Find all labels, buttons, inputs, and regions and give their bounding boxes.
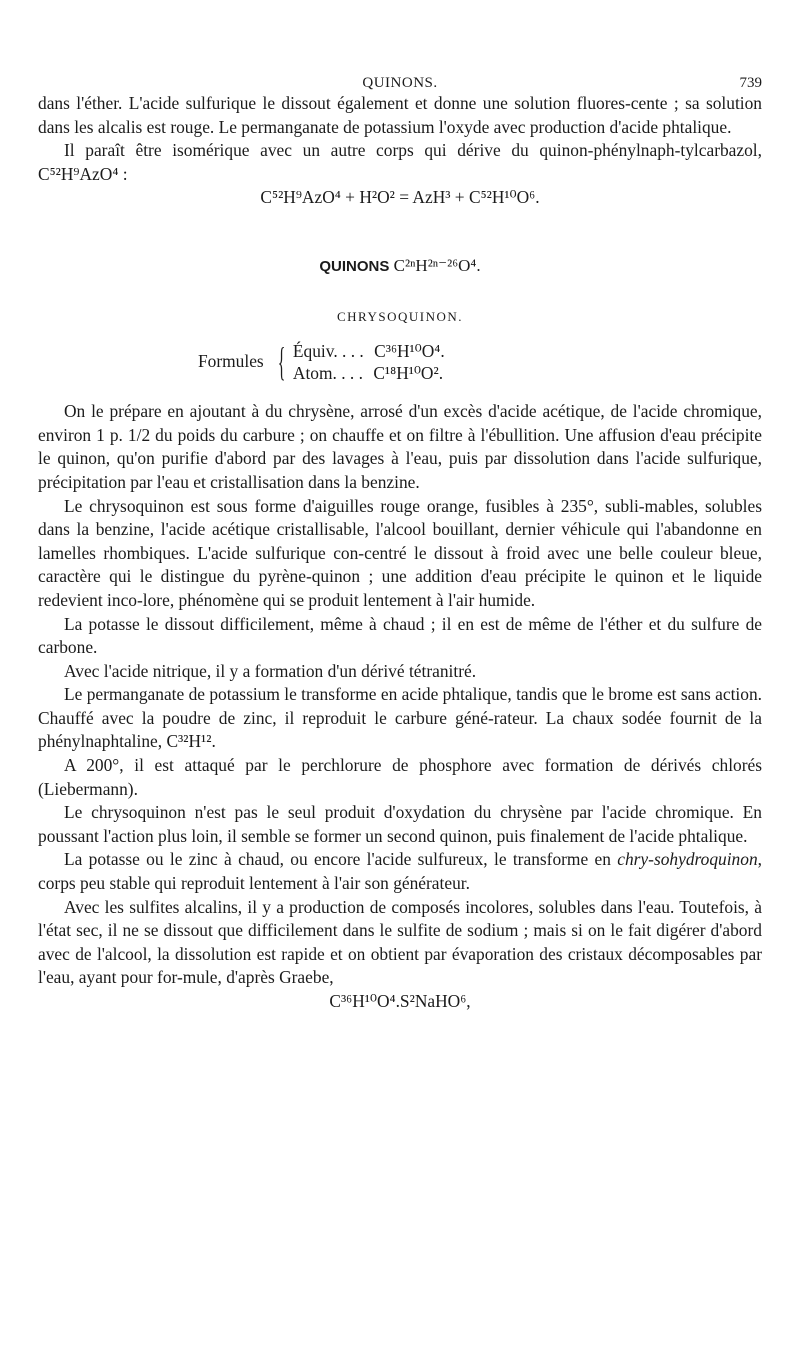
section-title	[38, 254, 762, 279]
paragraph: A 200°, il est attaqué par le perchlorure de phosphore avec formation de dérivés chlorés (Liebermann).	[38, 755, 762, 799]
formula-row-atom	[293, 362, 445, 384]
formula-rows	[293, 340, 445, 384]
paragraph: Le permanganate de potassium le transforme en acide phtalique, tandis que le brome est sans action. Chauffé avec la poudre de zinc, il reproduit le carbure géné-rateur. La chaux sodée fournit de la phénylnaphtaline, C³²H¹².	[38, 684, 762, 752]
chemical-equation: C⁵²H⁹AzO⁴ + H²O² = AzH³ + C⁵²H¹⁰O⁶.	[260, 187, 540, 208]
paragraph: Il paraît être isomérique avec un autre corps qui dérive du quinon-phénylnaph-tylcarbazol, C⁵²H⁹AzO⁴ :	[38, 140, 762, 184]
subsection-title: CHRYSOQUINON.	[336, 308, 464, 324]
paragraph: Avec l'acide nitrique, il y a formation d'un dérivé tétranitré.	[64, 660, 477, 681]
formulas-block	[38, 340, 762, 384]
paragraph: Le chrysoquinon n'est pas le seul produit d'oxydation du chrysène par l'acide chromique. En poussant l'action plus loin, il semble se former un second quinon, puis finalement de l'acide phtalique.	[38, 802, 762, 846]
formula-atom-value: C¹⁸H¹⁰O².	[373, 363, 444, 384]
paragraph: Avec les sulfites alcalins, il y a production de composés incolores, solubles dans l'eau. Toutefois, à l'état sec, il ne se dissout que difficilement dans le sulfite de sodium ; mais si on le fait digérer d'abord avec de l'alcool, la dissolution est rapide et on obtient par évaporation des cristaux décomposables par l'eau, ayant pour for-mule, d'après Graebe,	[38, 896, 762, 988]
formula-equiv-value: C³⁶H¹⁰O⁴.	[374, 341, 445, 362]
italic-term: chry-sohydroquinon	[617, 849, 758, 870]
paragraph-text: La potasse ou le zinc à chaud, ou encore l'acide sulfureux, le transforme en	[64, 849, 618, 870]
paragraph: Le chrysoquinon est sous forme d'aiguilles rouge orange, fusibles à 235°, subli-mables, solubles dans la benzine, l'acide acétique cristallisable, l'alcool bouillant, dernier véhicule qui l'abandonne en lamelles rhombiques. L'acide sulfurique con-centré le dissout à froid avec une belle couleur bleue, caractère qui le distingue du pyrène-quinon ; une addition d'eau précipite le quinon et le liquide redevient inco-lore, phénomène qui se produit lentement à l'air humide.	[38, 495, 762, 610]
running-head: QUINONS.	[362, 75, 438, 91]
formula-equiv-label: Équiv. . . .	[292, 341, 364, 362]
paragraph: On le prépare en ajoutant à du chrysène, arrosé d'un excès d'acide acétique, de l'acide chromique, environ 1 p. 1/2 du poids du carbure ; on chauffe et on filtre à l'ébullition. Une affusion d'eau précipite le quinon, qu'on purifie d'abord par des lavages à l'eau, puis par dissolution dans l'acide sulfurique, précipitation par l'eau et cristallisation dans la benzine.	[38, 401, 762, 492]
paragraph: dans l'éther. L'acide sulfurique le dissout également et donne une solution fluores-cente ; sa solution dans les alcalis est rouge. Le permanganate de potassium l'oxyde avec production d'acide phtalique.	[38, 93, 762, 137]
paragraph-text: , corps peu stable qui reproduit lentement à l'air son générateur.	[38, 849, 762, 894]
formulas-label: Formules	[198, 351, 264, 372]
paragraph	[38, 848, 762, 895]
brace-icon: {	[277, 339, 286, 385]
section-title-formula: C²ⁿH²ⁿ⁻²⁶O⁴.	[393, 255, 481, 275]
formula-row-equiv	[293, 340, 445, 362]
page-header	[38, 72, 762, 92]
paragraph: La potasse le dissout difficilement, même à chaud ; il en est de même de l'éther et du sulfure de carbone.	[38, 613, 762, 658]
page-number: 739	[739, 75, 762, 91]
formula-atom-label: Atom. . . .	[292, 363, 363, 384]
final-formula: C³⁶H¹⁰O⁴.S²NaHO⁶,	[329, 991, 471, 1011]
document-page	[38, 72, 762, 1014]
section-title-word: QUINONS	[319, 257, 390, 275]
